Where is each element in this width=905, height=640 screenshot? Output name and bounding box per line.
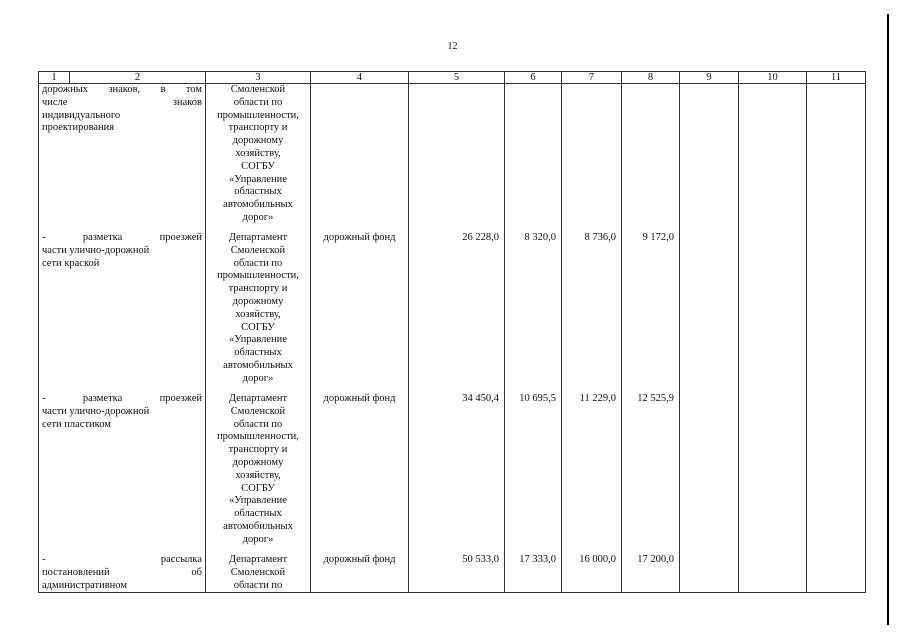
description-line: части улично-дорожной: [42, 405, 150, 417]
column-9: [680, 84, 739, 593]
header-row: [39, 72, 866, 84]
description-line: части улично-дорожной: [42, 244, 150, 256]
executor-line: СОГБУ: [241, 160, 275, 172]
column-source: [311, 84, 409, 593]
column-11: [807, 84, 866, 593]
executor-line: хозяйству,: [235, 308, 281, 320]
executor-line: областных: [234, 347, 282, 359]
description-line: - рассылка: [42, 554, 202, 565]
header-cell-3: 3: [206, 72, 311, 84]
row-4-description: [39, 554, 205, 592]
executor-line: дорожному: [232, 295, 284, 307]
executor-line: хозяйству,: [235, 147, 281, 159]
executor-line: областных: [234, 508, 282, 520]
executor-line: дорог»: [242, 211, 274, 223]
row-4-source: дорожный фонд: [323, 554, 396, 565]
executor-line: области по: [233, 96, 283, 108]
executor-line: «Управление: [229, 495, 287, 507]
header-cell-9: 9: [680, 72, 739, 84]
executor-line: Департамент: [228, 554, 288, 565]
description-line: сети краской: [42, 257, 100, 269]
description-line: числе знаков: [42, 96, 202, 108]
column-year-3: [622, 84, 680, 593]
executor-line: транспорту и: [228, 283, 288, 295]
executor-line: области по: [233, 257, 283, 269]
row-3-year-3-value: 12 525,9: [637, 393, 674, 404]
header-cell-8: 8: [622, 72, 680, 84]
header-cell-10: 10: [739, 72, 807, 84]
executor-line: дорожному: [232, 135, 284, 147]
row-3-source: дорожный фонд: [323, 393, 396, 404]
executor-line: Смоленской: [230, 244, 286, 256]
header-cell-11: 11: [807, 72, 866, 84]
row-4-executor: [206, 554, 310, 592]
row-4-year-1-value: 17 333,0: [519, 554, 556, 565]
header-cell-4: 4: [311, 72, 409, 84]
row-2-executor: [206, 232, 310, 386]
header-cell-7: 7: [562, 72, 622, 84]
budget-table: [38, 71, 866, 593]
column-10: [739, 84, 807, 593]
executor-line: автомобильных: [223, 359, 293, 371]
executor-line: промышленности,: [217, 270, 299, 282]
row-2-total: 26 228,0: [462, 232, 499, 243]
executor-line: Смоленской: [230, 84, 286, 95]
header-cell-5: 5: [409, 72, 505, 84]
scan-edge-bar: [887, 14, 889, 625]
executor-line: Смоленской: [230, 405, 286, 417]
column-year-1: [505, 84, 562, 593]
row-1-executor: [206, 84, 310, 225]
executor-line: «Управление: [229, 173, 287, 185]
row-3-total: 34 450,4: [462, 393, 499, 404]
header-cell-2: 2: [134, 72, 141, 83]
executor-line: области по: [233, 579, 283, 591]
row-2-description: [39, 232, 205, 270]
executor-line: областных: [234, 186, 282, 198]
row-3-year-1-value: 10 695,5: [519, 393, 556, 404]
header-cell-1: 1: [39, 72, 70, 83]
executor-line: автомобильных: [223, 199, 293, 211]
description-line: проектирования: [42, 122, 115, 134]
executor-line: «Управление: [229, 334, 287, 346]
row-3-executor: [206, 393, 310, 547]
row-4-total: 50 533,0: [462, 554, 499, 565]
row-3-year-2-value: 11 229,0: [579, 393, 616, 404]
row-2-year-2-value: 8 736,0: [584, 232, 616, 243]
column-description: [39, 84, 206, 593]
row-1-description: [39, 84, 205, 135]
description-line: сети пластиком: [42, 418, 111, 430]
header-cell-6: 6: [505, 72, 562, 84]
executor-line: СОГБУ: [241, 482, 275, 494]
executor-line: Департамент: [228, 232, 288, 243]
row-2-year-3-value: 9 172,0: [642, 232, 674, 243]
executor-line: дорожному: [232, 456, 284, 468]
executor-line: транспорту и: [228, 444, 288, 456]
header-cell-1-2: [39, 72, 206, 84]
column-executor: [206, 84, 311, 593]
column-total: [409, 84, 505, 593]
row-2-source: дорожный фонд: [323, 232, 396, 243]
executor-line: Смоленской: [230, 566, 286, 578]
executor-line: СОГБУ: [241, 321, 275, 333]
page-number: 12: [447, 41, 458, 52]
description-line: административном: [42, 579, 127, 591]
executor-line: транспорту и: [228, 122, 288, 134]
executor-line: автомобильных: [223, 520, 293, 532]
table-body-row: [39, 84, 866, 593]
executor-line: Департамент: [228, 393, 288, 404]
executor-line: дорог»: [242, 372, 274, 384]
executor-line: области по: [233, 418, 283, 430]
executor-line: хозяйству,: [235, 469, 281, 481]
description-line: индивидуального: [42, 109, 121, 121]
row-3-description: [39, 393, 205, 431]
executor-line: дорог»: [242, 533, 274, 545]
column-year-2: [562, 84, 622, 593]
description-line: постановлений об: [42, 566, 202, 578]
row-4-year-2-value: 16 000,0: [579, 554, 616, 565]
row-2-year-1-value: 8 320,0: [524, 232, 556, 243]
description-line: - разметка проезжей: [42, 393, 202, 404]
executor-line: промышленности,: [217, 109, 299, 121]
description-line: - разметка проезжей: [42, 232, 202, 243]
executor-line: промышленности,: [217, 431, 299, 443]
row-4-year-3-value: 17 200,0: [637, 554, 674, 565]
description-line: дорожных знаков, в том: [42, 84, 202, 95]
